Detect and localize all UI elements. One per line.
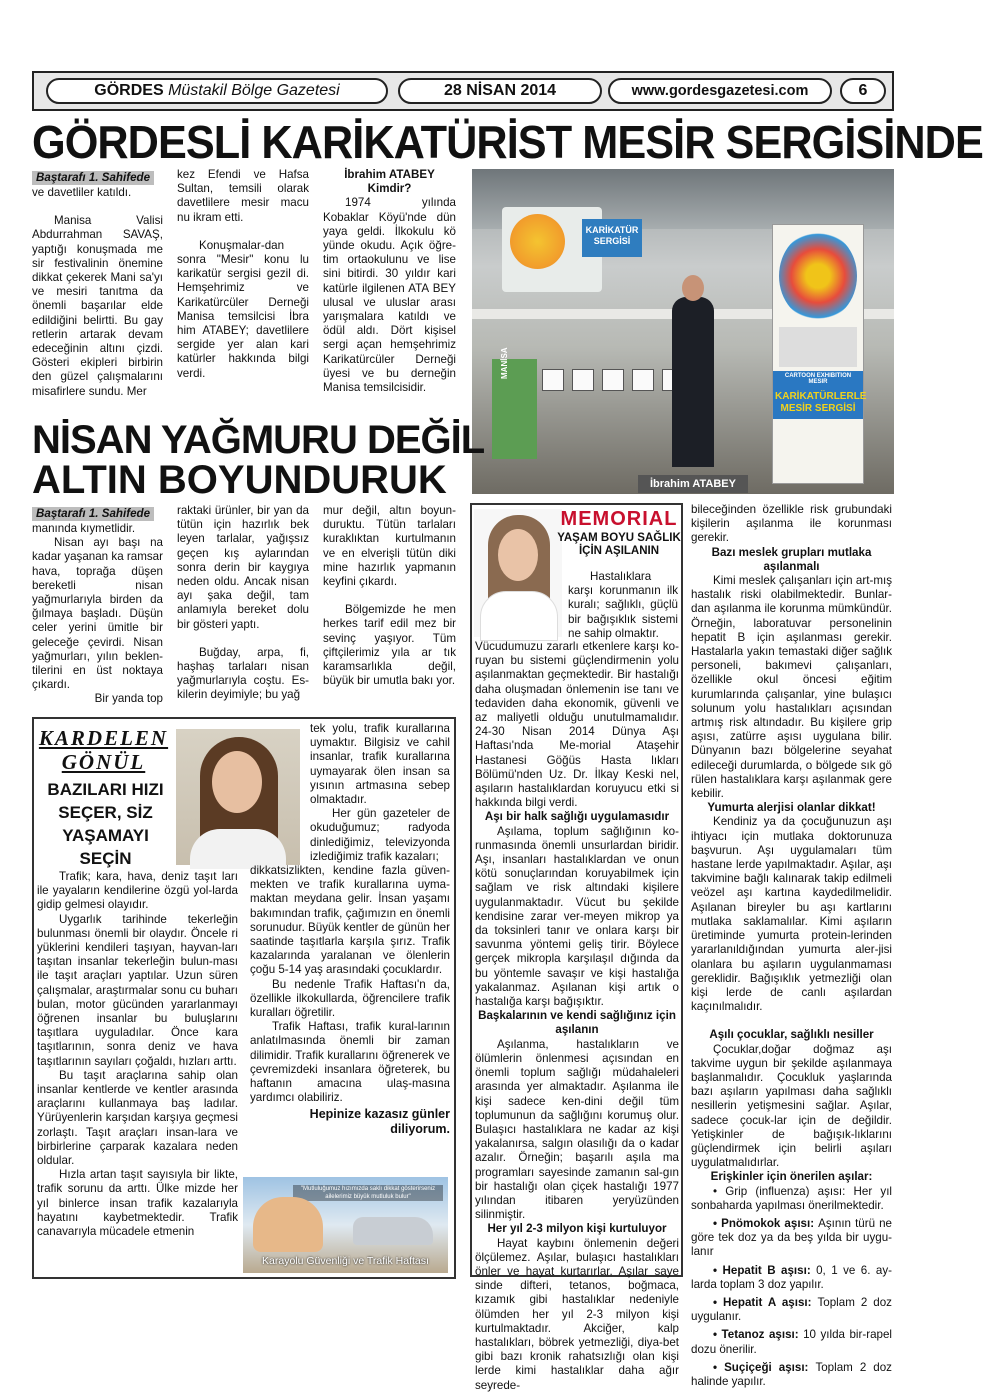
- paper-subtitle: Müstakil Bölge Gazetesi: [168, 82, 340, 99]
- paragraph: Hastalıklara karşı korunmanın ilk kuralı; sağlıklı, güçlü bir bağışıklık sistemi ne sahip olmaktır.: [568, 570, 678, 640]
- memorial-logo: MEMORIAL: [560, 508, 678, 530]
- paragraph: Kimi meslek çalışanları için art-mış hastalık riski olabilmektedir. Bunlar-dan aşılanma ile korunma mümkündür. Örneğin, laboratuvar personelinin hepatit B için aşılanması gerekir. Hastalarla yakın temastaki diğer sağlık personeli, bakımevi çalışanları, özellikle okul öncesi eğitim kurumlarında çalışanlar, yine bulaşıcı solunum yolu hastalıkları açısından artmış risk altındadır. Bu kişilere grip aşısı, zatürre aşısı uygulana bilir. Dünyanın bazı bölgelerine seyahat edileceği durumlarda, o bölgede sık gö rülen hastalıklara karşı aşılanmak gere kebilir.: [691, 574, 892, 801]
- headline-nisan-1: NİSAN YAĞMURU DEĞİL: [32, 418, 485, 462]
- vaccine-item: [691, 1296, 892, 1324]
- doctor-photo: [474, 509, 562, 637]
- vaccine-item: [691, 1185, 892, 1213]
- person-figure: [672, 297, 714, 467]
- vaccine-name: • Grip (influenza) aşısı:: [713, 1184, 854, 1198]
- paragraph: Trafik; kara, hava, deniz taşıt ları ile yayaların kendilerine özgü yol-larda gidip gelmesi olayıdır.: [37, 870, 238, 912]
- bio-heading: İbrahim ATABEY: [344, 168, 435, 181]
- banner-caption: Karayolu Güvenliği ve Trafik Haftası: [262, 1255, 429, 1267]
- story2-column-1: [32, 504, 163, 707]
- paragraph: 1974 yılında Kobaklar Köyü'nde dün yaya geldi. İlkokulu kö yünde okudu. Açık öğre-tim ortaokulunu ve lise sini bitirdi. 30 yıldır kari katürle ilgilenen ATA BEY ulusal ve uluslar arası yarışmalara katıldı ve ödül aldı. Dört kişisel sergi açan hemşehrimiz Karikatürcüler Derneği üyesi ve bu derneğin Manisa temsilcisidir.: [323, 196, 456, 395]
- paragraph: Bu nedenle Trafik Haftası'n da, özellikle ilkokullarda, öğrencilere trafik kuralları öğretilir.: [250, 977, 450, 1020]
- vaccine-text: 10 yılda bir-rapel dozu önerilir.: [691, 1328, 892, 1356]
- page-number: 6: [840, 78, 886, 104]
- paragraph: mur değil, altın boyun-duruktu. Tütün tarlaları kuraklıktan kurtulmanın ve en elverişli tütün diki mine hazırlık yapmanın keyfini çıkardı.: [323, 504, 456, 589]
- paragraph: dikkatsizlikten, kendine fazla güven-mekten ve trafik kurallarına uyma-maktan meydana gelir. İnsan yaşamı bakımından trafik, çağımızın en önemli sorunudur. Büyük kentler de günün her saatinde taşıtlarla karşıla şırız. Trafik kazalarında yaralanan ve ölenlerin çoğu 5-14 yaş arasındaki çocuklardır.: [250, 864, 450, 977]
- subheading: Aşılı çocuklar, sağlıklı nesiller: [709, 1028, 874, 1042]
- website-link[interactable]: www.gordesgazetesi.com: [608, 78, 832, 104]
- vaccine-name: • Tetanoz aşısı:: [713, 1328, 804, 1342]
- banner-cartoon: CARTOON EXHIBITION MESIR: [773, 371, 863, 387]
- paragraph: kez Efendi ve Hafsa Sultan, temsili olarak davetlilere mesir macu nu ikram etti.: [177, 168, 309, 224]
- subheading: Erişkinler için önerilen aşılar:: [710, 1170, 873, 1184]
- memorial-title: YAŞAM BOYU SAĞLIK İÇİN AŞILANIN: [557, 532, 681, 557]
- paragraph: Vücudumuzu zararlı etkenlere karşı ko-ruyan bu sistemi güçlendirmenin yolu aşılanmaktan geçmektedir. Bir hastalığı daha oluşmadan önlemenin ise tanı ve tedaviden daha ekonomik, güvenli ve az maliyetli olduğu unutulmamalıdır. 24-30 Nisan 2014 Dünya Aşı Haftası'nda Me-morial Ataşehir Hastanesi Göğüs Hasta lıkları Bölümü'nden Uz. Dr. İlkay Keski nel, aşıların hastalıklardan koruyucu etki si hakkında bilgi verdi.: [475, 640, 679, 810]
- paragraph: Her gün gazeteler de okuduğumuz; radyoda dinlediğimiz, televizyonda izlediğimiz trafik kazaları;: [310, 807, 450, 863]
- vaccine-text: Toplam 2 doz uygulanır.: [691, 1295, 892, 1324]
- sign-text: MANİSA: [500, 347, 509, 379]
- paragraph: Aşılama, toplum sağlığının ko-runmasında önemli unsurlardan biridir. Aşı, insanları hastalıklardan ve onun kötü sonuçlarından koruyabilmek için sağlam ve risk altındaki kişilere uygulanmaktadır. Vücut bu şekilde kendisine zarar ver-meyen mikrop ya da toksinleri tanır ve onlara karşı bir savunma yöntemi geliş tirir. Böylece gerçek mikropla karşılaşıl dığında da bu yöntemle savaşır ve kişi hastalığa yakalanmaz. Aşılanan kişi artık o hastalığa karşı bağışıktır.: [475, 824, 679, 1009]
- paragraph: manında kıymetlidir.: [32, 522, 136, 535]
- vaccine-text: Toplam 2 doz halinde yapılır.: [691, 1360, 892, 1388]
- story1-column-1: [32, 168, 163, 399]
- paragraph: Manisa Valisi Abdurrahman SAVAŞ, yaptığı konuşmada me sir festivalinin önemine dikkat çekerek Mani sa'yı ve mesiri tanıtma da önemli başarılar elde edildiğini belirtti. Bu gay retlerin artarak devam edeceğinin altını çizdi. Gösteri ekipleri birbirin den güzel çalışmalarını misafirlere sundu. Mer: [32, 214, 163, 398]
- paragraph: Konuşmalar-dan sonra "Mesir" konu lu karikatür sergisi gezil di. Hemşehrimiz ve Karikatürcüler Derneği Manisa temsilcisi İbra him ATABEY; davetlilere sergide yer alan kari katürler hakkında bilgi verdi.: [177, 238, 309, 380]
- headline-karikaturist: GÖRDESLİ KARİKATÜRİST MESİR SERGİSİNDE: [32, 116, 983, 168]
- vaccine-item: [691, 1328, 892, 1356]
- column-right-top-text: [310, 722, 450, 864]
- paragraph: Aşılanma, hastalıkların ve ölümlerin önlenmesi açısından en önemli toplum sağlığı müdahaleleri arasında yer almaktadır. Aşılanma ile kişi sadece ken-dini değil tüm toplumunun da sağlığını korumuş olur. Bulaşıcı hastalıklara ne kadar az kişi yakalanırsa, salgın olasılığı da o kadar azalır. Örneğin; başarılı aşıla ma programları sayesinde zamanın sal-gın bir hastalığı olan çiçek hastalığı 1977 yılından itibaren yeryüzünden silinmiştir.: [475, 1037, 679, 1222]
- subheading: Başkalarının ve kendi sağlığınız için aşılanın: [478, 1009, 676, 1037]
- poster-banner: [772, 224, 867, 484]
- paragraph: Nisan ayı başı na kadar yaşanan ka ramsar hava, toprağa düşen bereketli nisan yağmurlarıyla birden da ğılmaya başladı. Düşün celer yerini ümitle bir geleceğe çevirdi. Nisan yağmurları, yılın beklen-tilerini en üst noktaya çıkardı.: [32, 536, 163, 692]
- memorial-column-1: [475, 640, 679, 1393]
- memorial-column-2: [691, 503, 892, 1393]
- column-left-text: [37, 870, 238, 1239]
- paragraph: Hayat kaybını önlemenin değeri ölçülemez. Aşılar, bulaşıcı hastalıkları önler ve hayat kurtarırlar. Aşılar saye sinde difteri, tetanos, boğmaca, kızamık gibi hastalıklar nedeniyle ölümden her yıl 2-3 milyon kişi kurtulmaktadır. Akciğer, kalp hastalıkları, böbrek yetmezliği, diya-bet gibi bazı kronik rahatsızlığı olan kişi lerde kimi hastalıklar daha ağır seyrede-: [475, 1236, 679, 1392]
- masthead-bar: [32, 71, 894, 111]
- paragraph: Hızla artan taşıt sayısıyla bir likte, trafik sorunu da arttı. Ülke mizde her yıl binlerce insan trafik kazalarıyla hayatını kaybetmektedir. Trafik canavarıyla mücadele etmenin: [37, 1168, 238, 1239]
- paper-name: GÖRDES: [94, 82, 164, 99]
- story1-column-3: [323, 168, 456, 395]
- vaccine-item: [691, 1264, 892, 1292]
- author-first: KARDELEN: [38, 726, 169, 750]
- vaccine-text: Her yıl sonbaharda yapılması önerilmektedir.: [691, 1184, 893, 1212]
- paragraph: Buğday, arpa, fi, haşhaş tarlaları nisan yağmurlarıyla coştu. Es-kilerin deyimiyle; bu yağ: [177, 645, 309, 702]
- issue-date: 28 NİSAN 2014: [398, 78, 602, 104]
- subheading: Bazı meslek grupları mutlaka aşılanmalı: [711, 545, 872, 573]
- author-name: [37, 726, 170, 774]
- vaccine-name: • Hepatit B aşısı:: [713, 1263, 817, 1277]
- paragraph: Uygarlık tarihinde tekerleğin bulunması önemli bir olaydır. Öncele ri yüklerini kendileri taşıyan, hayvan-ları taşıtan insanlar tekerleğin bulun-ması ile taşıt araçları yaptılar. Uzun süren çalışmalar, araştırmalar sonu cu buharı bulan, motor gücünden yararlanmayı öğrenen insanlar bu buluşlarını taşıtlara uyguladılar. Önce kara taşıtlarının, sonra deniz ve hava taşıtlarının sayıları çoğaldı, hızları arttı.: [37, 912, 238, 1068]
- paragraph: raktaki ürünler, bir yan da tütün için hazırlık bek leyen tarlalar, yağışsız geçen kış aylarından sonra derin bir kaygıya neden oldu. Ancak nisan ayı şaka değil, tam anlamıyla bereket dolu bir gösteri yaptı.: [177, 504, 309, 631]
- paragraph: Bölgemizde he men herkes tarif edil mez bir sevinç yaşıyor. Tüm çiftçilerimiz yıla ar tık karamsarlıkla değil, büyük bir umutla bakı yor.: [323, 603, 456, 688]
- subheading: Her yıl 2-3 milyon kişi kurtuluyor: [487, 1222, 667, 1236]
- continued-tag: Baştarafı 1. Sahifede: [32, 171, 154, 185]
- headline-nisan-2: ALTIN BOYUNDURUK: [32, 458, 447, 502]
- banner-quote: "Mutluluğumuz hızımızda saklı dikkat gösterirseniz ailelerimiz büyük mutluluk bulur": [293, 1185, 443, 1201]
- story2-column-3: [323, 504, 456, 688]
- paper-name-pill: [46, 78, 388, 104]
- column-right-text: [250, 864, 450, 1137]
- vaccine-name: • Pnömokok aşısı:: [713, 1216, 819, 1230]
- banner-karikatur: KARİKATÜR SERGİSİ: [582, 219, 642, 257]
- bio-subheading: Kimdir?: [367, 182, 412, 196]
- column-title: BAZILARI HIZI SEÇER, SİZ YAŞAMAYI SEÇİN: [47, 780, 164, 868]
- paragraph: bileceğinden özellikle risk grubundaki kişilerin aşılanma ile korunması gerekir.: [691, 503, 892, 545]
- vaccine-item: [691, 1361, 892, 1389]
- vaccine-text: Aşının türü ne göre tek doz ya da beş yılda bir uygu-lanır: [691, 1216, 892, 1259]
- vaccine-name: • Hepatit A aşısı:: [713, 1295, 818, 1309]
- exhibition-photo: [472, 169, 894, 494]
- paragraph: Trafik Haftası, trafik kural-larının anlatılmasında önemli bir zaman dilimidir. Trafik kurallarını öğrenerek ve çevremizdeki insanlara öğreterek, bu haftanın amacına ulaş-masına yardımcı olabiliriz.: [250, 1020, 450, 1105]
- closing-line: Hepinize kazasız günler diliyorum.: [309, 1107, 450, 1137]
- banner-karikaturlerle: KARİKATÜRLERLE MESİR SERGİSİ: [773, 387, 863, 419]
- memorial-header: [556, 508, 682, 557]
- photo-caption: İbrahim ATABEY: [638, 475, 748, 493]
- author-photo: [176, 729, 300, 865]
- continued-tag: Baştarafı 1. Sahifede: [32, 507, 154, 521]
- memorial-intro: [568, 570, 678, 641]
- vaccine-text: 0, 1 ve 6. ay-larda toplam 3 doz yapılır.: [691, 1263, 892, 1291]
- vaccine-list: [691, 1185, 892, 1390]
- paragraph: Bir yanda top: [94, 692, 163, 706]
- subheading: Yumurta alerjisi olanlar dikkat!: [707, 801, 876, 815]
- vaccine-name: • Suçiçeği aşısı:: [713, 1360, 816, 1374]
- traffic-week-banner: [243, 1177, 448, 1273]
- paragraph: tek yolu, trafik kurallarına uymaktır. Bilgisiz ve cahil insanlar, trafik kurallarına uymayarak ölen insan sa yısının artmasına sebep olmaktadır.: [310, 722, 450, 807]
- paragraph: Çocuklar,doğar doğmaz aşı takvime uygun bir şekilde aşılanmaya başlanmalıdır. Çocukluk yaşlarında bazı aşıların yapılması daha sağlıklı nesillerin yetişmesini sağlar. Aşılar, sadece çocuk-lar için de değildir. Yetişkinler de bağışık-lıklarını güçlendirmek için belirli aşıları uygulatmalıdırlar.: [691, 1042, 892, 1170]
- paragraph: ve davetliler katıldı.: [32, 186, 132, 199]
- story2-column-2: [177, 504, 309, 703]
- subheading: Aşı bir halk sağlığı uygulamasıdır: [484, 810, 670, 824]
- story1-column-2: [177, 168, 309, 381]
- vaccine-item: [691, 1217, 892, 1260]
- author-last: GÖNÜL: [61, 750, 146, 774]
- paragraph: Kendiniz ya da çocuğunuzun aşı ihtiyacı için mutlaka doktorunuza başvurun. Aşı uygulamaları tüm hastane lerde yapılmaktadır. Aşılar, aşı takvimine bağlı kalınarak takip edilmeli veözel aşı kartına kaydedilmelidir. Aşılanan bireyler bu aşı kartlarını mutlaka saklamalılar. Kimi aşıların üretiminde yumurta protein-lerinden yararlanıldığından yumurta aler-jisi olanlara bu aşıların uygulanmaması gereklidir. Bağışıklık yetmezliği olan kişi lerde de canlı aşılardan kaçınılmalıdır.: [691, 815, 892, 1014]
- green-sign: [492, 347, 537, 459]
- paragraph: Bu taşıt araçlarına sahip olan insanlar kentlerde ve kentler arasında araçlarını kullanmaya baş ladılar. Yürüyenlerin karşıdan karşıya geçmesi zorlaştı. Taşıt araçları insan-lara ve birbirlerine çarparak kazalara neden oldular.: [37, 1068, 238, 1168]
